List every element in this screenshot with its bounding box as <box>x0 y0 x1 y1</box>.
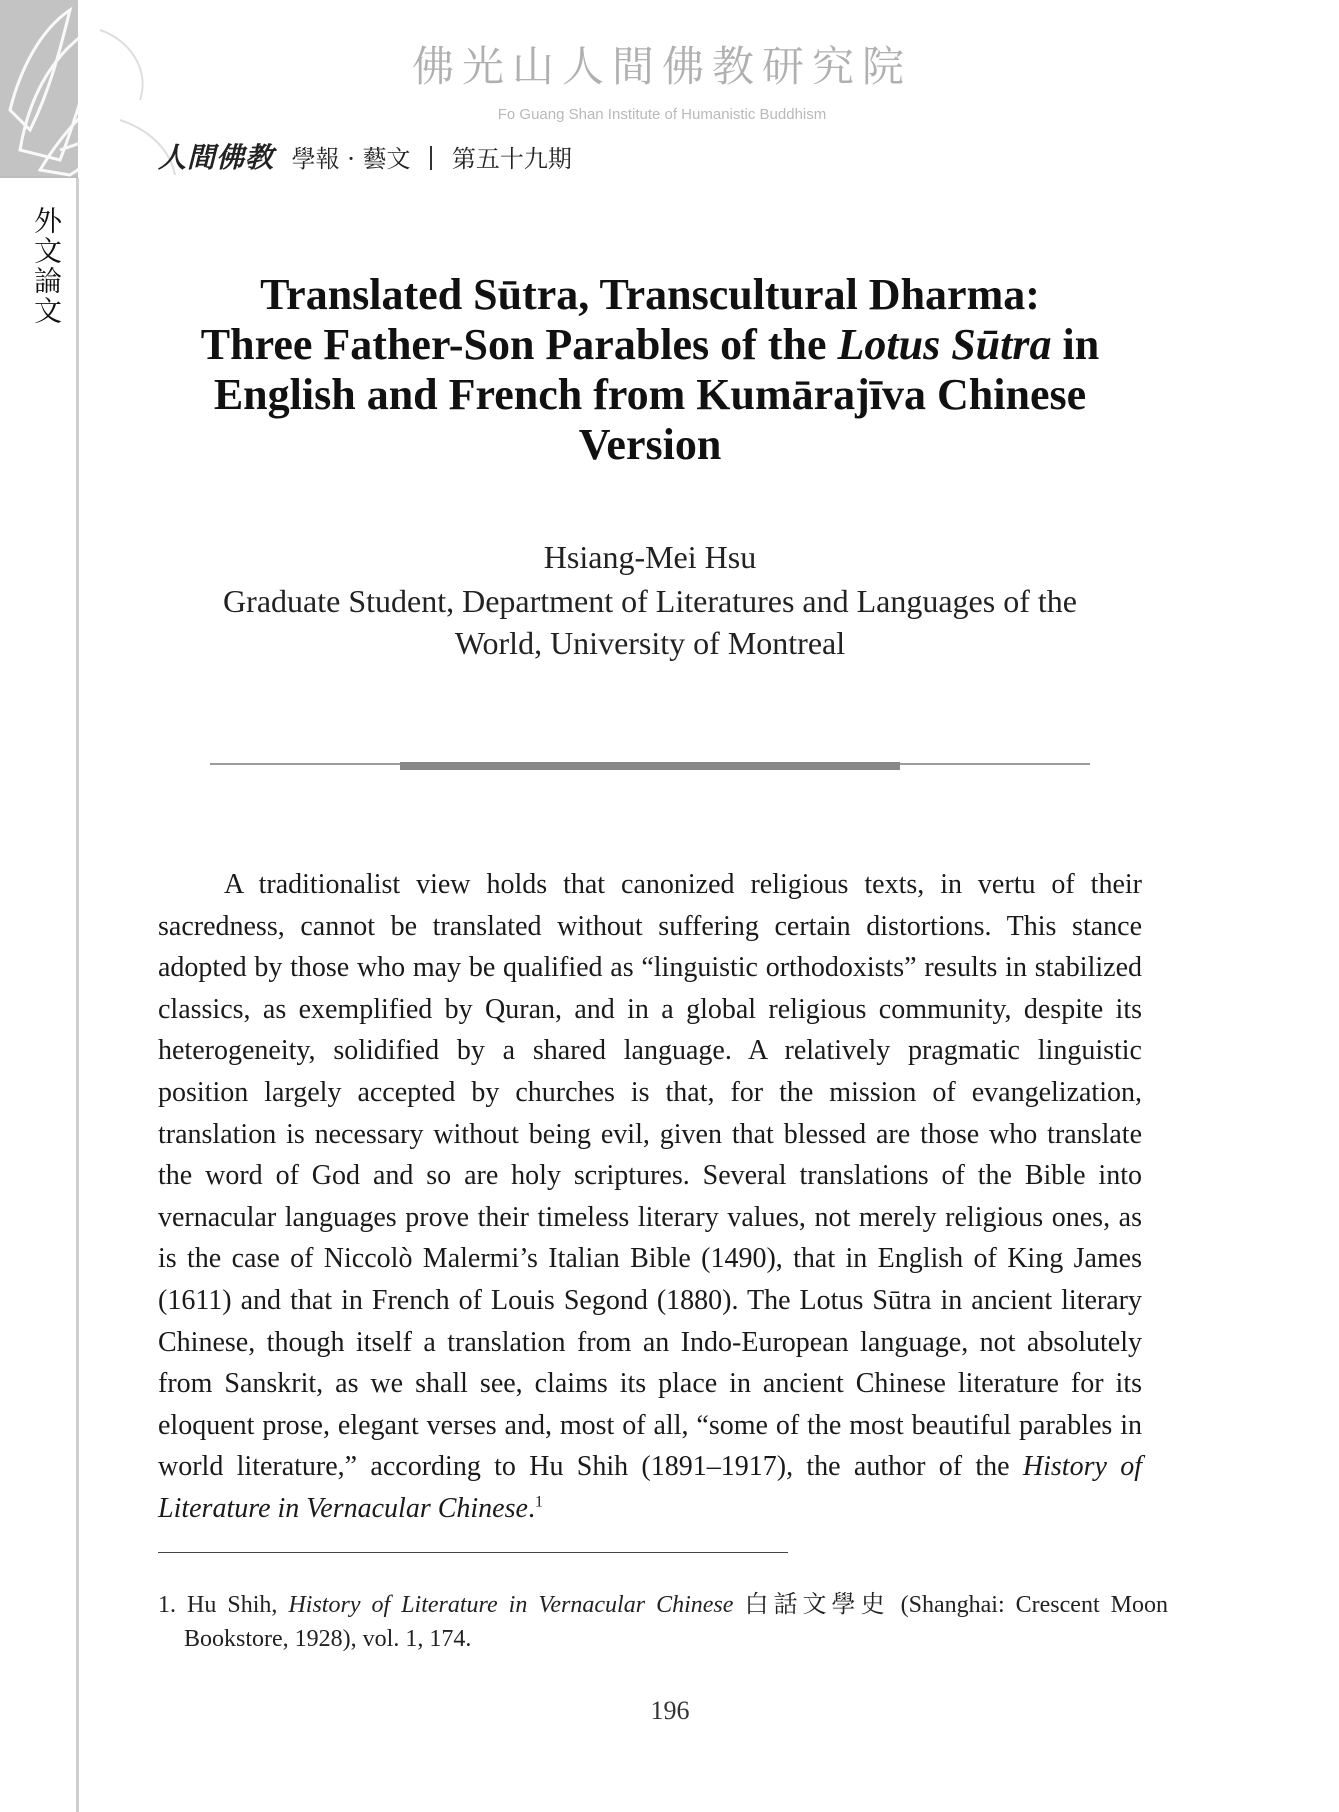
paragraph-end: . <box>527 1492 535 1524</box>
institute-name-cn: 佛光山人間佛教研究院 <box>411 42 912 91</box>
paragraph-text: A traditionalist view holds that canonized religious texts, in vertu of their sacredness, cannot be translated without suffering certain distortions. This stance adopted by those who may be qualified as “linguistic orthodoxists” results in stabilized classics, as exemplified by Quran, and in a global religious community, despite its heterogeneity, solidified by a shared language. A relatively pragmatic linguistic position largely accepted by churches is that, for the mission of evangelization, translation is necessary without being evil, given that blessed are those who translate the word of God and so are holy scriptures. Several translations of the Bible into vernacular languages prove their timeless literary values, not merely religious ones, as is the case of Niccolò Malermi’s Italian Bible (1490), that in English of King James (1611) and that in French of Louis Segond (1880). The Lotus Sūtra in ancient literary Chinese, though itself a translation from an Indo-European language, not absolutely from Sanskrit, as we shall see, claims its place in ancient Chinese literature for its eloquent prose, elegant verses and, most of all, “some of the most beautiful parables in world literature,” according to Hu Shih (1891–1917), the author of the <box>158 869 1142 1483</box>
section-side-label: 外文論文 <box>30 206 63 326</box>
body-paragraph <box>158 864 1142 1530</box>
journal-header <box>158 142 572 175</box>
paragraph-italic: History of Literature in Vernacular Chinese <box>158 1451 1142 1524</box>
affiliation-line: Graduate Student, Department of Literatures and Languages of the <box>223 583 1077 619</box>
institute-name-en: Fo Guang Shan Institute of Humanistic Buddhism <box>497 106 827 123</box>
journal-brand: 人間佛教 <box>158 141 275 174</box>
journal-name: 學報 · 藝文 <box>291 145 411 173</box>
header-separator <box>430 146 432 170</box>
article-title <box>160 270 1140 470</box>
footnote <box>158 1588 1168 1656</box>
footnote-text: Hu Shih, <box>187 1592 289 1618</box>
footnote-number: 1. <box>158 1592 176 1618</box>
page-number: 196 <box>650 1696 690 1725</box>
title-text: in <box>1051 320 1100 369</box>
author-affiliation <box>160 580 1140 664</box>
title-divider-thick <box>400 762 900 770</box>
title-line: Translated Sūtra, Transcultural Dharma: <box>260 270 1040 319</box>
title-line: Version <box>578 420 722 469</box>
spine-line <box>76 178 79 1812</box>
title-line: English and French from Kumārajīva Chinese <box>213 370 1087 419</box>
footnote-italic: History of Literature in Vernacular Chinese <box>288 1592 734 1618</box>
title-text: Three Father-Son Parables of the <box>200 320 838 369</box>
footnote-rule <box>158 1552 788 1553</box>
title-italic: Lotus Sūtra <box>837 320 1052 369</box>
affiliation-line: World, University of Montreal <box>454 625 846 661</box>
footnote-ref[interactable]: 1 <box>534 1493 543 1511</box>
footnote-text: 白話文學史 (Shanghai: Crescent Moon Bookstore, 1928), vol. 1, 174. <box>184 1592 1168 1652</box>
author-name: Hsiang-Mei Hsu <box>543 539 757 575</box>
journal-issue: 第五十九期 <box>451 145 572 173</box>
title-line <box>160 320 1140 370</box>
